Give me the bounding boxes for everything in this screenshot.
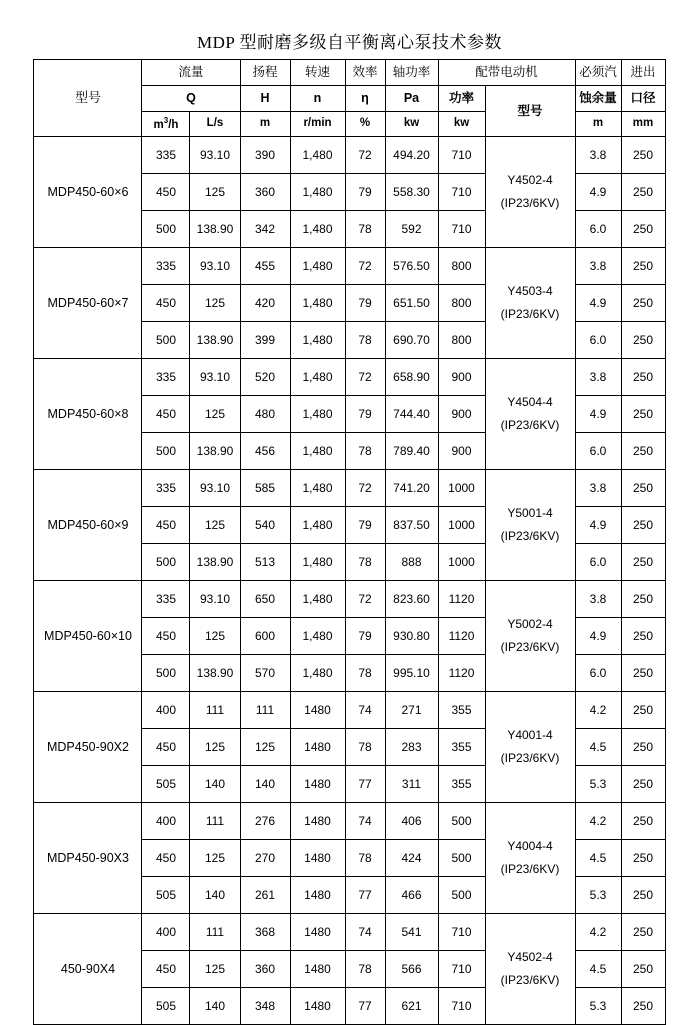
unit-shaft-power: kw (385, 112, 438, 137)
flow-m3h-cell: 505 (142, 877, 190, 914)
header-motor-model: 型号 (485, 86, 575, 137)
pump-model-cell: MDP450-90X2 (34, 692, 142, 803)
flow-m3h-cell: 450 (142, 951, 190, 988)
npsh-cell: 3.8 (575, 248, 621, 285)
motor-power-cell: 355 (438, 766, 485, 803)
shaft-power-cell: 576.50 (385, 248, 438, 285)
flow-m3h-cell: 400 (142, 803, 190, 840)
head-cell: 342 (240, 211, 290, 248)
efficiency-cell: 78 (345, 544, 385, 581)
flow-ls-cell: 125 (190, 729, 240, 766)
flow-m3h-cell: 450 (142, 618, 190, 655)
efficiency-cell: 79 (345, 618, 385, 655)
npsh-cell: 3.8 (575, 137, 621, 174)
unit-speed: r/min (290, 112, 345, 137)
head-cell: 261 (240, 877, 290, 914)
motor-power-cell: 800 (438, 248, 485, 285)
diameter-cell: 250 (621, 285, 665, 322)
head-cell: 480 (240, 396, 290, 433)
flow-m3h-cell: 500 (142, 655, 190, 692)
efficiency-cell: 72 (345, 581, 385, 618)
efficiency-cell: 72 (345, 248, 385, 285)
npsh-cell: 4.5 (575, 951, 621, 988)
table-row (34, 248, 665, 285)
flow-m3h-cell: 500 (142, 433, 190, 470)
header-symbol-pa: Pa (385, 86, 438, 112)
npsh-cell: 3.8 (575, 470, 621, 507)
diameter-cell: 250 (621, 396, 665, 433)
npsh-cell: 6.0 (575, 544, 621, 581)
shaft-power-cell: 789.40 (385, 433, 438, 470)
npsh-cell: 4.9 (575, 507, 621, 544)
speed-cell: 1480 (290, 766, 345, 803)
flow-ls-cell: 93.10 (190, 137, 240, 174)
head-cell: 360 (240, 174, 290, 211)
motor-model-text: Y4502-4 (507, 950, 553, 965)
diameter-cell: 250 (621, 211, 665, 248)
head-cell: 111 (240, 692, 290, 729)
npsh-cell: 5.3 (575, 766, 621, 803)
table-row (34, 137, 665, 174)
motor-power-cell: 900 (438, 433, 485, 470)
flow-ls-cell: 125 (190, 618, 240, 655)
unit-diameter: mm (621, 112, 665, 137)
specification-table (33, 59, 665, 1025)
motor-power-cell: 1000 (438, 507, 485, 544)
header-symbol-n: n (290, 86, 345, 112)
efficiency-cell: 72 (345, 470, 385, 507)
motor-enclosure-text: (IP23/6KV) (500, 973, 560, 987)
motor-model-cell (485, 692, 575, 803)
efficiency-cell: 79 (345, 396, 385, 433)
npsh-cell: 4.9 (575, 174, 621, 211)
header-symbol-q: Q (142, 86, 240, 112)
speed-cell: 1,480 (290, 322, 345, 359)
speed-cell: 1,480 (290, 507, 345, 544)
diameter-cell: 250 (621, 803, 665, 840)
flow-m3h-cell: 450 (142, 285, 190, 322)
npsh-cell: 4.9 (575, 285, 621, 322)
head-cell: 390 (240, 137, 290, 174)
npsh-cell: 5.3 (575, 988, 621, 1025)
motor-model-text: Y4001-4 (507, 728, 553, 743)
header-shaft-power: 轴功率 (385, 60, 438, 86)
diameter-cell: 250 (621, 655, 665, 692)
flow-ls-cell: 138.90 (190, 655, 240, 692)
head-cell: 650 (240, 581, 290, 618)
flow-ls-cell: 125 (190, 951, 240, 988)
header-motor: 配带电动机 (438, 60, 575, 86)
flow-ls-cell: 138.90 (190, 433, 240, 470)
flow-m3h-cell: 450 (142, 396, 190, 433)
flow-ls-cell: 125 (190, 507, 240, 544)
header-symbol-eta: η (345, 86, 385, 112)
head-cell: 570 (240, 655, 290, 692)
flow-ls-cell: 125 (190, 840, 240, 877)
flow-m3h-cell: 335 (142, 470, 190, 507)
shaft-power-cell: 271 (385, 692, 438, 729)
flow-m3h-cell: 450 (142, 174, 190, 211)
motor-model-cell (485, 581, 575, 692)
head-cell: 348 (240, 988, 290, 1025)
speed-cell: 1,480 (290, 655, 345, 692)
shaft-power-cell: 406 (385, 803, 438, 840)
speed-cell: 1,480 (290, 544, 345, 581)
speed-cell: 1,480 (290, 248, 345, 285)
head-cell: 513 (240, 544, 290, 581)
efficiency-cell: 74 (345, 803, 385, 840)
npsh-cell: 6.0 (575, 655, 621, 692)
motor-model-cell (485, 914, 575, 1025)
head-cell: 368 (240, 914, 290, 951)
efficiency-cell: 77 (345, 766, 385, 803)
flow-ls-cell: 138.90 (190, 211, 240, 248)
motor-power-cell: 710 (438, 137, 485, 174)
speed-cell: 1480 (290, 840, 345, 877)
motor-power-cell: 800 (438, 285, 485, 322)
flow-m3h-cell: 450 (142, 507, 190, 544)
pump-model-cell: MDP450-60×6 (34, 137, 142, 248)
efficiency-cell: 74 (345, 692, 385, 729)
speed-cell: 1480 (290, 988, 345, 1025)
diameter-cell: 250 (621, 507, 665, 544)
header-row-group-labels (34, 60, 665, 86)
flow-m3h-cell: 500 (142, 544, 190, 581)
motor-power-cell: 710 (438, 211, 485, 248)
speed-cell: 1,480 (290, 581, 345, 618)
table-header (34, 60, 665, 137)
motor-model-cell (485, 803, 575, 914)
head-cell: 585 (240, 470, 290, 507)
shaft-power-cell: 690.70 (385, 322, 438, 359)
flow-m3h-cell: 500 (142, 211, 190, 248)
flow-m3h-cell: 505 (142, 766, 190, 803)
shaft-power-cell: 741.20 (385, 470, 438, 507)
speed-cell: 1480 (290, 803, 345, 840)
motor-model-cell (485, 248, 575, 359)
head-cell: 140 (240, 766, 290, 803)
shaft-power-cell: 466 (385, 877, 438, 914)
pump-model-cell: MDP450-90X3 (34, 803, 142, 914)
diameter-cell: 250 (621, 322, 665, 359)
shaft-power-cell: 658.90 (385, 359, 438, 396)
shaft-power-cell: 995.10 (385, 655, 438, 692)
header-model: 型号 (34, 60, 142, 137)
diameter-cell: 250 (621, 729, 665, 766)
flow-ls-cell: 93.10 (190, 248, 240, 285)
unit-flow-ls: L/s (190, 112, 240, 137)
motor-power-cell: 710 (438, 914, 485, 951)
speed-cell: 1480 (290, 729, 345, 766)
efficiency-cell: 74 (345, 914, 385, 951)
motor-model-cell (485, 470, 575, 581)
npsh-cell: 3.8 (575, 581, 621, 618)
motor-power-cell: 1120 (438, 581, 485, 618)
diameter-cell: 250 (621, 581, 665, 618)
pump-model-cell: 450-90X4 (34, 914, 142, 1025)
npsh-cell: 4.9 (575, 396, 621, 433)
diameter-cell: 250 (621, 433, 665, 470)
efficiency-cell: 78 (345, 433, 385, 470)
flow-ls-cell: 140 (190, 766, 240, 803)
flow-ls-cell: 111 (190, 914, 240, 951)
motor-enclosure-text: (IP23/6KV) (500, 640, 560, 654)
motor-model-text: Y4504-4 (507, 395, 553, 410)
head-cell: 399 (240, 322, 290, 359)
npsh-cell: 6.0 (575, 433, 621, 470)
speed-cell: 1,480 (290, 618, 345, 655)
head-cell: 520 (240, 359, 290, 396)
table-row (34, 359, 665, 396)
head-cell: 600 (240, 618, 290, 655)
page-title: MDP 型耐磨多级自平衡离心泵技术参数 (197, 33, 502, 52)
head-cell: 276 (240, 803, 290, 840)
shaft-power-cell: 566 (385, 951, 438, 988)
efficiency-cell: 78 (345, 655, 385, 692)
motor-power-cell: 1000 (438, 544, 485, 581)
motor-enclosure-text: (IP23/6KV) (500, 307, 560, 321)
shaft-power-cell: 592 (385, 211, 438, 248)
head-cell: 125 (240, 729, 290, 766)
head-cell: 420 (240, 285, 290, 322)
speed-cell: 1,480 (290, 359, 345, 396)
efficiency-cell: 77 (345, 988, 385, 1025)
npsh-cell: 4.2 (575, 803, 621, 840)
flow-ls-cell: 125 (190, 174, 240, 211)
diameter-cell: 250 (621, 692, 665, 729)
speed-cell: 1,480 (290, 433, 345, 470)
efficiency-cell: 78 (345, 322, 385, 359)
diameter-cell: 250 (621, 137, 665, 174)
motor-power-cell: 1120 (438, 655, 485, 692)
shaft-power-cell: 558.30 (385, 174, 438, 211)
flow-m3h-cell: 335 (142, 248, 190, 285)
efficiency-cell: 78 (345, 840, 385, 877)
header-symbol-h: H (240, 86, 290, 112)
motor-model-text: Y5001-4 (507, 506, 553, 521)
shaft-power-cell: 621 (385, 988, 438, 1025)
diameter-cell: 250 (621, 877, 665, 914)
flow-ls-cell: 93.10 (190, 359, 240, 396)
flow-ls-cell: 140 (190, 877, 240, 914)
efficiency-cell: 79 (345, 174, 385, 211)
header-speed: 转速 (290, 60, 345, 86)
table-row (34, 581, 665, 618)
speed-cell: 1,480 (290, 285, 345, 322)
unit-motor-power: kw (438, 112, 485, 137)
diameter-cell: 250 (621, 544, 665, 581)
flow-ls-cell: 138.90 (190, 544, 240, 581)
shaft-power-cell: 837.50 (385, 507, 438, 544)
npsh-cell: 4.5 (575, 729, 621, 766)
flow-ls-cell: 125 (190, 285, 240, 322)
unit-head: m (240, 112, 290, 137)
motor-power-cell: 900 (438, 359, 485, 396)
table-row (34, 914, 665, 951)
diameter-cell: 250 (621, 766, 665, 803)
diameter-cell: 250 (621, 840, 665, 877)
npsh-cell: 5.3 (575, 877, 621, 914)
motor-power-cell: 710 (438, 174, 485, 211)
table-body (34, 137, 665, 1025)
diameter-cell: 250 (621, 618, 665, 655)
motor-power-cell: 1120 (438, 618, 485, 655)
shaft-power-cell: 888 (385, 544, 438, 581)
motor-enclosure-text: (IP23/6KV) (500, 196, 560, 210)
shaft-power-cell: 651.50 (385, 285, 438, 322)
table-row (34, 470, 665, 507)
motor-power-cell: 355 (438, 729, 485, 766)
header-npsh-sub: 蚀余量 (575, 86, 621, 112)
efficiency-cell: 79 (345, 507, 385, 544)
motor-power-cell: 710 (438, 951, 485, 988)
motor-model-cell (485, 137, 575, 248)
npsh-cell: 4.2 (575, 914, 621, 951)
unit-flow-m3h: $m^3/h$ (142, 112, 190, 137)
motor-model-text: Y4004-4 (507, 839, 553, 854)
head-cell: 360 (240, 951, 290, 988)
efficiency-cell: 72 (345, 359, 385, 396)
diameter-cell: 250 (621, 174, 665, 211)
shaft-power-cell: 494.20 (385, 137, 438, 174)
motor-power-cell: 500 (438, 877, 485, 914)
diameter-cell: 250 (621, 988, 665, 1025)
motor-enclosure-text: (IP23/6KV) (500, 751, 560, 765)
header-head: 扬程 (240, 60, 290, 86)
flow-m3h-cell: 400 (142, 914, 190, 951)
head-cell: 455 (240, 248, 290, 285)
npsh-cell: 4.5 (575, 840, 621, 877)
motor-model-text: Y5002-4 (507, 617, 553, 632)
flow-m3h-cell: 335 (142, 137, 190, 174)
flow-ls-cell: 93.10 (190, 581, 240, 618)
motor-power-cell: 710 (438, 988, 485, 1025)
motor-enclosure-text: (IP23/6KV) (500, 529, 560, 543)
flow-m3h-cell: 400 (142, 692, 190, 729)
pump-model-cell: MDP450-60×7 (34, 248, 142, 359)
shaft-power-cell: 541 (385, 914, 438, 951)
flow-m3h-cell: 335 (142, 359, 190, 396)
efficiency-cell: 78 (345, 211, 385, 248)
npsh-cell: 6.0 (575, 211, 621, 248)
motor-power-cell: 355 (438, 692, 485, 729)
pump-model-cell: MDP450-60×10 (34, 581, 142, 692)
speed-cell: 1,480 (290, 174, 345, 211)
speed-cell: 1,480 (290, 470, 345, 507)
diameter-cell: 250 (621, 914, 665, 951)
diameter-cell: 250 (621, 359, 665, 396)
efficiency-cell: 77 (345, 877, 385, 914)
flow-m3h-cell: 505 (142, 988, 190, 1025)
flow-ls-cell: 111 (190, 803, 240, 840)
speed-cell: 1,480 (290, 137, 345, 174)
head-cell: 540 (240, 507, 290, 544)
header-flow: 流量 (142, 60, 240, 86)
pump-model-cell: MDP450-60×8 (34, 359, 142, 470)
table-row (34, 803, 665, 840)
diameter-cell: 250 (621, 470, 665, 507)
motor-model-text: Y4503-4 (507, 284, 553, 299)
flow-ls-cell: 138.90 (190, 322, 240, 359)
speed-cell: 1,480 (290, 211, 345, 248)
motor-enclosure-text: (IP23/6KV) (500, 862, 560, 876)
flow-ls-cell: 111 (190, 692, 240, 729)
efficiency-cell: 72 (345, 137, 385, 174)
shaft-power-cell: 823.60 (385, 581, 438, 618)
npsh-cell: 6.0 (575, 322, 621, 359)
flow-ls-cell: 140 (190, 988, 240, 1025)
shaft-power-cell: 744.40 (385, 396, 438, 433)
npsh-cell: 4.2 (575, 692, 621, 729)
flow-ls-cell: 125 (190, 396, 240, 433)
npsh-cell: 4.9 (575, 618, 621, 655)
diameter-cell: 250 (621, 951, 665, 988)
flow-m3h-cell: 335 (142, 581, 190, 618)
header-diameter: 进出 (621, 60, 665, 86)
shaft-power-cell: 283 (385, 729, 438, 766)
motor-model-text: Y4502-4 (507, 173, 553, 188)
speed-cell: 1480 (290, 877, 345, 914)
shaft-power-cell: 311 (385, 766, 438, 803)
head-cell: 270 (240, 840, 290, 877)
motor-power-cell: 900 (438, 396, 485, 433)
header-diameter-sub: 口径 (621, 86, 665, 112)
unit-npsh: m (575, 112, 621, 137)
speed-cell: 1480 (290, 951, 345, 988)
efficiency-cell: 78 (345, 951, 385, 988)
flow-m3h-cell: 500 (142, 322, 190, 359)
table-row (34, 692, 665, 729)
efficiency-cell: 78 (345, 729, 385, 766)
diameter-cell: 250 (621, 248, 665, 285)
motor-power-cell: 500 (438, 803, 485, 840)
shaft-power-cell: 424 (385, 840, 438, 877)
motor-power-cell: 800 (438, 322, 485, 359)
speed-cell: 1480 (290, 692, 345, 729)
header-motor-power: 功率 (438, 86, 485, 112)
flow-m3h-cell: 450 (142, 840, 190, 877)
motor-power-cell: 500 (438, 840, 485, 877)
shaft-power-cell: 930.80 (385, 618, 438, 655)
flow-ls-cell: 93.10 (190, 470, 240, 507)
motor-enclosure-text: (IP23/6KV) (500, 418, 560, 432)
head-cell: 456 (240, 433, 290, 470)
motor-model-cell (485, 359, 575, 470)
pump-model-cell: MDP450-60×9 (34, 470, 142, 581)
header-efficiency: 效率 (345, 60, 385, 86)
motor-power-cell: 1000 (438, 470, 485, 507)
unit-efficiency: % (345, 112, 385, 137)
speed-cell: 1480 (290, 914, 345, 951)
flow-m3h-cell: 450 (142, 729, 190, 766)
efficiency-cell: 79 (345, 285, 385, 322)
npsh-cell: 3.8 (575, 359, 621, 396)
speed-cell: 1,480 (290, 396, 345, 433)
header-npsh: 必须汽 (575, 60, 621, 86)
